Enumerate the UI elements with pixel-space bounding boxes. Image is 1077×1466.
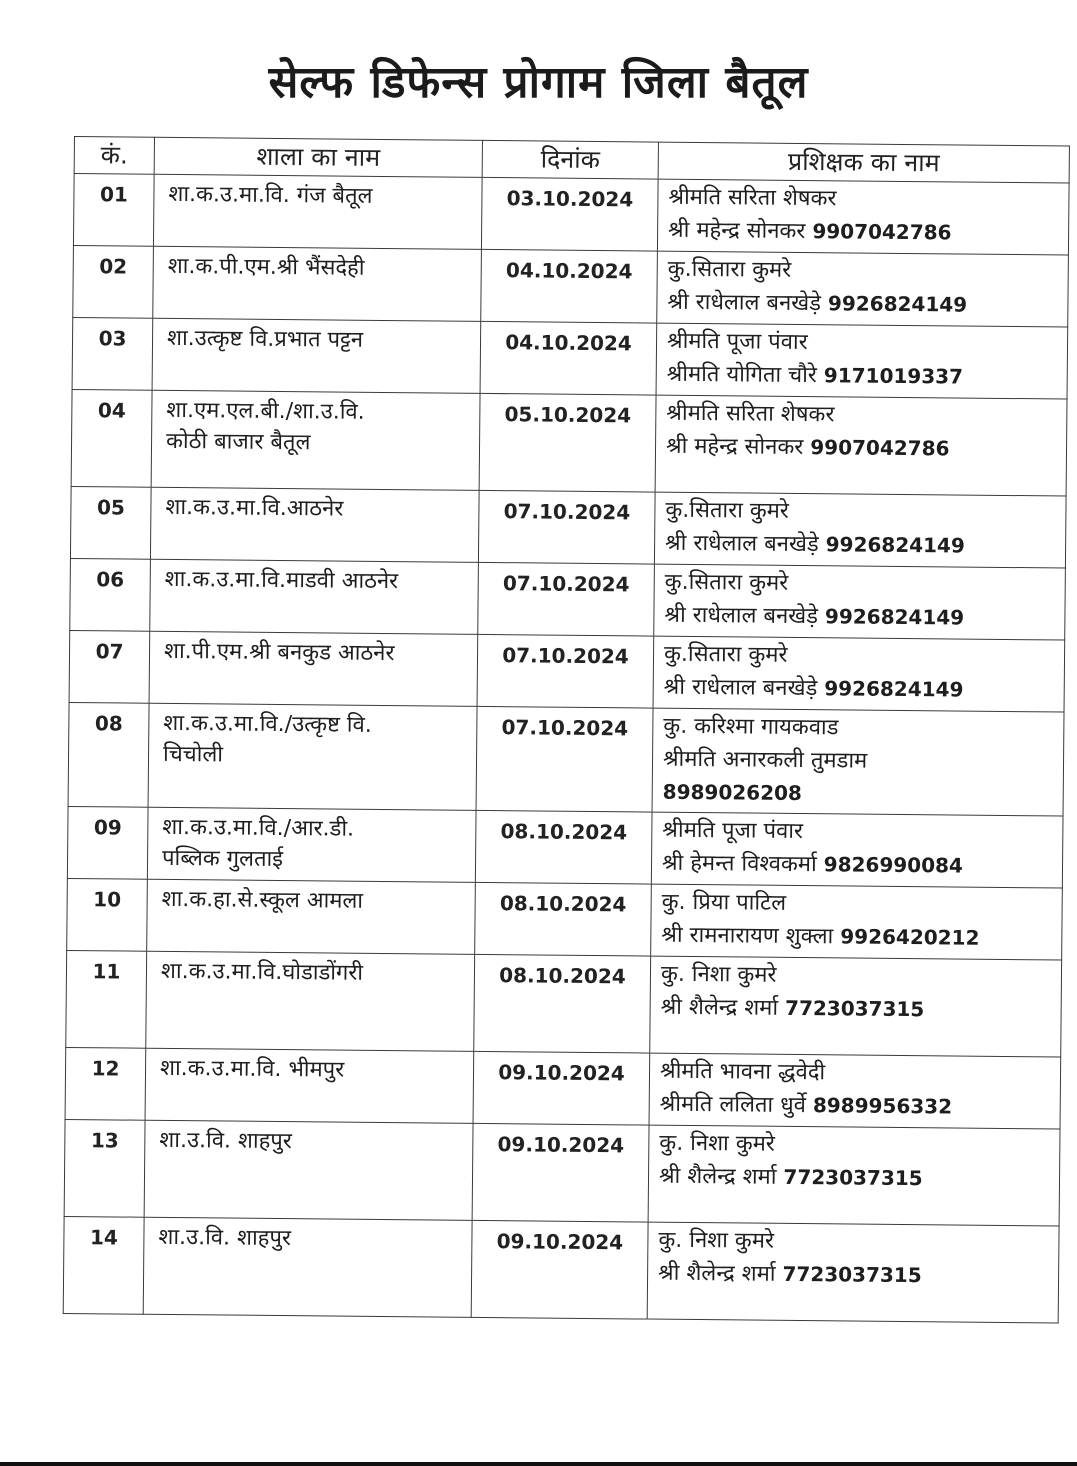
table-row <box>68 702 1064 816</box>
school-name: शा.उ.वि. शाहपुर <box>158 1224 291 1252</box>
trainer-cell <box>653 636 1065 712</box>
school-name: शा.क.उ.मा.वि./आर.डी. पब्लिक गुलताई <box>161 814 355 873</box>
trainer-primary: कु. निशा कुमरे <box>660 961 777 988</box>
school-name: शा.क.उ.मा.वि. गंज बैतूल <box>168 181 373 209</box>
program-date: 05.10.2024 <box>504 402 632 428</box>
program-date: 07.10.2024 <box>501 715 629 741</box>
trainer-primary: श्रीमति सरिता शेषकर <box>668 184 837 212</box>
date-cell <box>480 321 657 395</box>
trainer-phone: 7723037315 <box>784 995 925 1022</box>
date-cell <box>475 882 652 956</box>
program-date: 07.10.2024 <box>503 499 631 525</box>
table-row <box>73 174 1069 256</box>
trainer-list <box>655 493 1066 568</box>
serial-number: 14 <box>89 1225 118 1250</box>
trainer-secondary <box>658 1257 1058 1294</box>
date-cell <box>481 177 658 251</box>
program-date: 09.10.2024 <box>497 1132 625 1158</box>
trainer-phone: 9926420212 <box>840 924 980 950</box>
trainer-cell <box>657 251 1069 327</box>
program-date: 04.10.2024 <box>505 330 632 356</box>
serial-cell <box>73 245 154 318</box>
trainer-secondary <box>666 430 1066 467</box>
trainer-secondary <box>667 286 1067 323</box>
serial-cell <box>64 1119 145 1217</box>
trainer-phone: 9926824149 <box>825 532 965 558</box>
trainer-list <box>650 957 1061 1032</box>
trainer-primary: कु. करिश्मा गायकवाड <box>663 713 839 741</box>
school-cell <box>145 1048 474 1123</box>
trainer-phone: 9171019337 <box>823 363 964 389</box>
trainer-list <box>653 709 1064 816</box>
school-cell <box>146 951 475 1051</box>
date-cell <box>471 1220 648 1319</box>
school-cell <box>150 559 479 634</box>
header-serial: कं. <box>74 137 154 175</box>
program-date: 03.10.2024 <box>506 186 634 212</box>
trainer-secondary-name: श्रीमति अनारकली तुमडाम <box>662 746 868 774</box>
school-name: शा.क.उ.मा.वि. भीमपुर <box>159 1055 345 1083</box>
trainer-secondary-name: श्रीमति योगिता चौरे <box>666 361 817 389</box>
date-cell <box>481 249 658 323</box>
trainer-secondary-name: श्री हेमन्त विश्वकर्मा <box>661 850 817 878</box>
serial-number: 13 <box>90 1128 119 1153</box>
school-cell <box>153 246 482 321</box>
table-row <box>65 1047 1061 1129</box>
trainer-secondary-name: श्री शैलेन्द्र शर्मा <box>658 1163 777 1190</box>
school-cell <box>151 390 480 490</box>
trainer-secondary-name: श्री शैलेन्द्र शर्मा <box>660 994 779 1021</box>
trainer-secondary-name: श्रीमति ललिता धुर्वे <box>659 1091 807 1119</box>
trainer-phone: 9907042786 <box>812 219 952 245</box>
date-cell <box>477 634 654 708</box>
trainer-secondary-name: श्री राधेलाल बनखेड़े <box>667 289 822 317</box>
trainer-secondary <box>660 1088 1060 1125</box>
school-name: शा.पी.एम.श्री बनकुड आठनेर <box>163 638 395 667</box>
serial-cell <box>70 486 151 559</box>
serial-number: 07 <box>95 639 124 664</box>
trainer-primary: श्रीमति पूजा पंवार <box>662 817 804 845</box>
trainer-primary: कु.सितारा कुमरे <box>667 256 792 283</box>
program-date: 09.10.2024 <box>498 1060 625 1086</box>
school-cell <box>147 879 476 954</box>
program-date: 08.10.2024 <box>499 891 627 917</box>
table-row <box>67 878 1063 960</box>
trainer-list <box>649 1126 1060 1201</box>
header-date: दिनांक <box>482 140 658 179</box>
page-title: सेल्फ डिफेन्स प्रोगाम जिला बैतूल <box>268 57 809 108</box>
trainer-phone: 9926824149 <box>824 604 965 630</box>
serial-number: 06 <box>96 567 125 592</box>
serial-number: 11 <box>92 959 121 984</box>
trainer-list <box>656 396 1067 471</box>
trainer-secondary <box>661 919 1061 956</box>
table-row <box>63 1216 1059 1323</box>
program-date: 04.10.2024 <box>505 258 633 284</box>
trainer-list <box>657 252 1068 327</box>
schedule-table <box>63 136 1070 1324</box>
trainer-list <box>650 1054 1061 1129</box>
date-cell <box>478 490 655 564</box>
trainer-secondary <box>664 599 1064 636</box>
trainer-primary: कु.सितारा कुमरे <box>663 641 788 668</box>
program-date: 09.10.2024 <box>496 1229 624 1255</box>
trainer-cell <box>654 492 1066 568</box>
serial-cell <box>67 878 148 951</box>
trainer-phone: 8989956332 <box>812 1093 953 1119</box>
serial-number: 05 <box>96 495 125 520</box>
trainer-phone: 9926824149 <box>824 676 964 702</box>
header-school-name: शाला का नाम <box>154 137 482 177</box>
trainer-list <box>651 885 1062 960</box>
table-row <box>69 630 1065 712</box>
trainer-cell <box>652 708 1064 816</box>
schedule-table-container <box>63 136 1069 1323</box>
serial-number: 12 <box>91 1056 120 1081</box>
trainer-phone-extra: 8989026208 <box>662 779 803 806</box>
school-cell <box>147 807 476 882</box>
serial-cell <box>70 558 151 631</box>
serial-number: 09 <box>93 815 122 840</box>
school-cell <box>153 174 482 249</box>
trainer-secondary <box>667 358 1067 395</box>
school-name: शा.क.उ.मा.वि.आठनेर <box>165 494 344 522</box>
trainer-secondary-name: श्री राधेलाल बनखेड़े <box>664 530 819 558</box>
trainer-secondary-name: श्री रामनारायण शुक्ला <box>661 922 834 950</box>
school-name: शा.क.हा.से.स्कूल आमला <box>161 886 364 914</box>
table-row <box>66 950 1062 1057</box>
serial-cell <box>67 806 148 879</box>
serial-number: 10 <box>93 887 122 912</box>
header-trainer-name: प्रशिक्षक का नाम <box>658 142 1069 183</box>
trainer-primary: कु. प्रिया पाटिल <box>661 889 787 916</box>
school-name: शा.एम.एल.बी./शा.उ.वि. कोठी बाजार बैतूल <box>165 397 365 456</box>
trainer-cell <box>654 564 1066 640</box>
trainer-primary: कु. निशा कुमरे <box>659 1130 775 1157</box>
school-name: शा.क.उ.मा.वि.माडवी आठनेर <box>164 566 399 595</box>
trainer-list <box>654 565 1065 640</box>
date-cell <box>476 706 653 812</box>
trainer-primary: कु.सितारा कुमरे <box>664 569 789 596</box>
date-cell <box>478 562 655 636</box>
trainer-secondary <box>662 847 1062 884</box>
serial-number: 08 <box>94 711 123 736</box>
trainer-cell <box>656 323 1068 399</box>
serial-number: 04 <box>97 398 126 423</box>
trainer-secondary <box>659 1160 1059 1197</box>
trainer-list <box>657 324 1068 399</box>
trainer-list <box>654 637 1065 712</box>
trainer-phone: 9926824149 <box>827 291 968 317</box>
serial-number: 03 <box>98 326 127 351</box>
trainer-phone: 9907042786 <box>810 435 950 461</box>
trainer-cell <box>649 1053 1061 1129</box>
trainer-cell <box>655 395 1067 496</box>
trainer-secondary <box>665 527 1065 564</box>
trainer-cell <box>648 1125 1060 1226</box>
school-name: शा.उत्कृष्ट वि.प्रभात पट्टन <box>166 325 364 353</box>
school-cell <box>149 631 478 706</box>
page-bottom-edge <box>0 1462 1077 1466</box>
school-name: शा.क.उ.मा.वि./उत्कृष्ट वि. चिचोली <box>162 710 372 768</box>
serial-number: 02 <box>99 254 128 279</box>
trainer-cell <box>651 884 1063 960</box>
school-cell <box>144 1120 473 1220</box>
trainer-primary: श्रीमति सरिता शेषकर <box>666 400 835 428</box>
school-cell <box>148 703 477 810</box>
serial-cell <box>72 317 153 390</box>
serial-cell <box>65 1047 146 1120</box>
table-row <box>73 245 1069 327</box>
trainer-list <box>648 1223 1059 1298</box>
trainer-cell <box>657 179 1069 255</box>
trainer-secondary-name: श्री राधेलाल बनखेड़े <box>664 602 819 630</box>
serial-cell <box>69 630 150 703</box>
trainer-secondary-name: श्री राधेलाल बनखेड़े <box>663 674 818 702</box>
table-row <box>70 486 1066 568</box>
program-date: 08.10.2024 <box>500 819 628 845</box>
program-date: 08.10.2024 <box>499 963 626 989</box>
date-cell <box>472 1123 649 1222</box>
trainer-phone: 7723037315 <box>782 1261 922 1288</box>
trainer-primary: कु. निशा कुमरे <box>658 1227 775 1254</box>
table-row <box>64 1119 1060 1226</box>
serial-cell <box>71 389 152 487</box>
serial-number: 01 <box>99 182 128 207</box>
trainer-secondary <box>668 214 1068 251</box>
trainer-list <box>652 813 1063 888</box>
trainer-phone: 9826990084 <box>823 852 964 878</box>
school-cell <box>152 318 481 393</box>
table-body <box>63 174 1069 1323</box>
school-cell <box>150 487 479 562</box>
trainer-cell <box>651 812 1063 888</box>
program-date: 07.10.2024 <box>502 643 629 669</box>
trainer-list <box>658 180 1069 255</box>
date-cell <box>479 393 656 492</box>
trainer-secondary-name: श्री शैलेन्द्र शर्मा <box>657 1260 776 1287</box>
date-cell <box>474 954 651 1053</box>
school-name: शा.उ.वि. शाहपुर <box>159 1127 292 1155</box>
trainer-secondary <box>663 743 1063 780</box>
date-cell <box>475 810 652 884</box>
trainer-cell <box>647 1222 1059 1323</box>
trainer-secondary <box>664 671 1064 708</box>
serial-cell <box>68 702 149 807</box>
trainer-cell <box>650 956 1062 1057</box>
serial-cell <box>73 174 154 247</box>
trainer-primary: श्रीमति भावना द्धवेदी <box>659 1058 826 1086</box>
trainer-secondary <box>661 991 1061 1028</box>
serial-cell <box>63 1216 144 1314</box>
program-date: 07.10.2024 <box>502 571 630 597</box>
table-row <box>70 558 1066 640</box>
serial-cell <box>66 950 147 1048</box>
trainer-phone: 7723037315 <box>783 1164 923 1191</box>
table-row <box>67 806 1063 888</box>
table-row <box>71 389 1067 496</box>
trainer-primary: कु.सितारा कुमरे <box>665 497 789 524</box>
date-cell <box>473 1051 650 1125</box>
school-name: शा.क.पी.एम.श्री भैंसदेही <box>167 253 365 281</box>
school-name: शा.क.उ.मा.वि.घोडाडोंगरी <box>160 958 364 986</box>
trainer-secondary-name: श्री महेन्द्र सोनकर <box>668 217 806 245</box>
trainer-primary: श्रीमति पूजा पंवार <box>666 328 808 356</box>
table-row <box>72 317 1068 399</box>
trainer-secondary-name: श्री महेन्द्र सोनकर <box>665 433 804 461</box>
school-cell <box>143 1217 472 1317</box>
